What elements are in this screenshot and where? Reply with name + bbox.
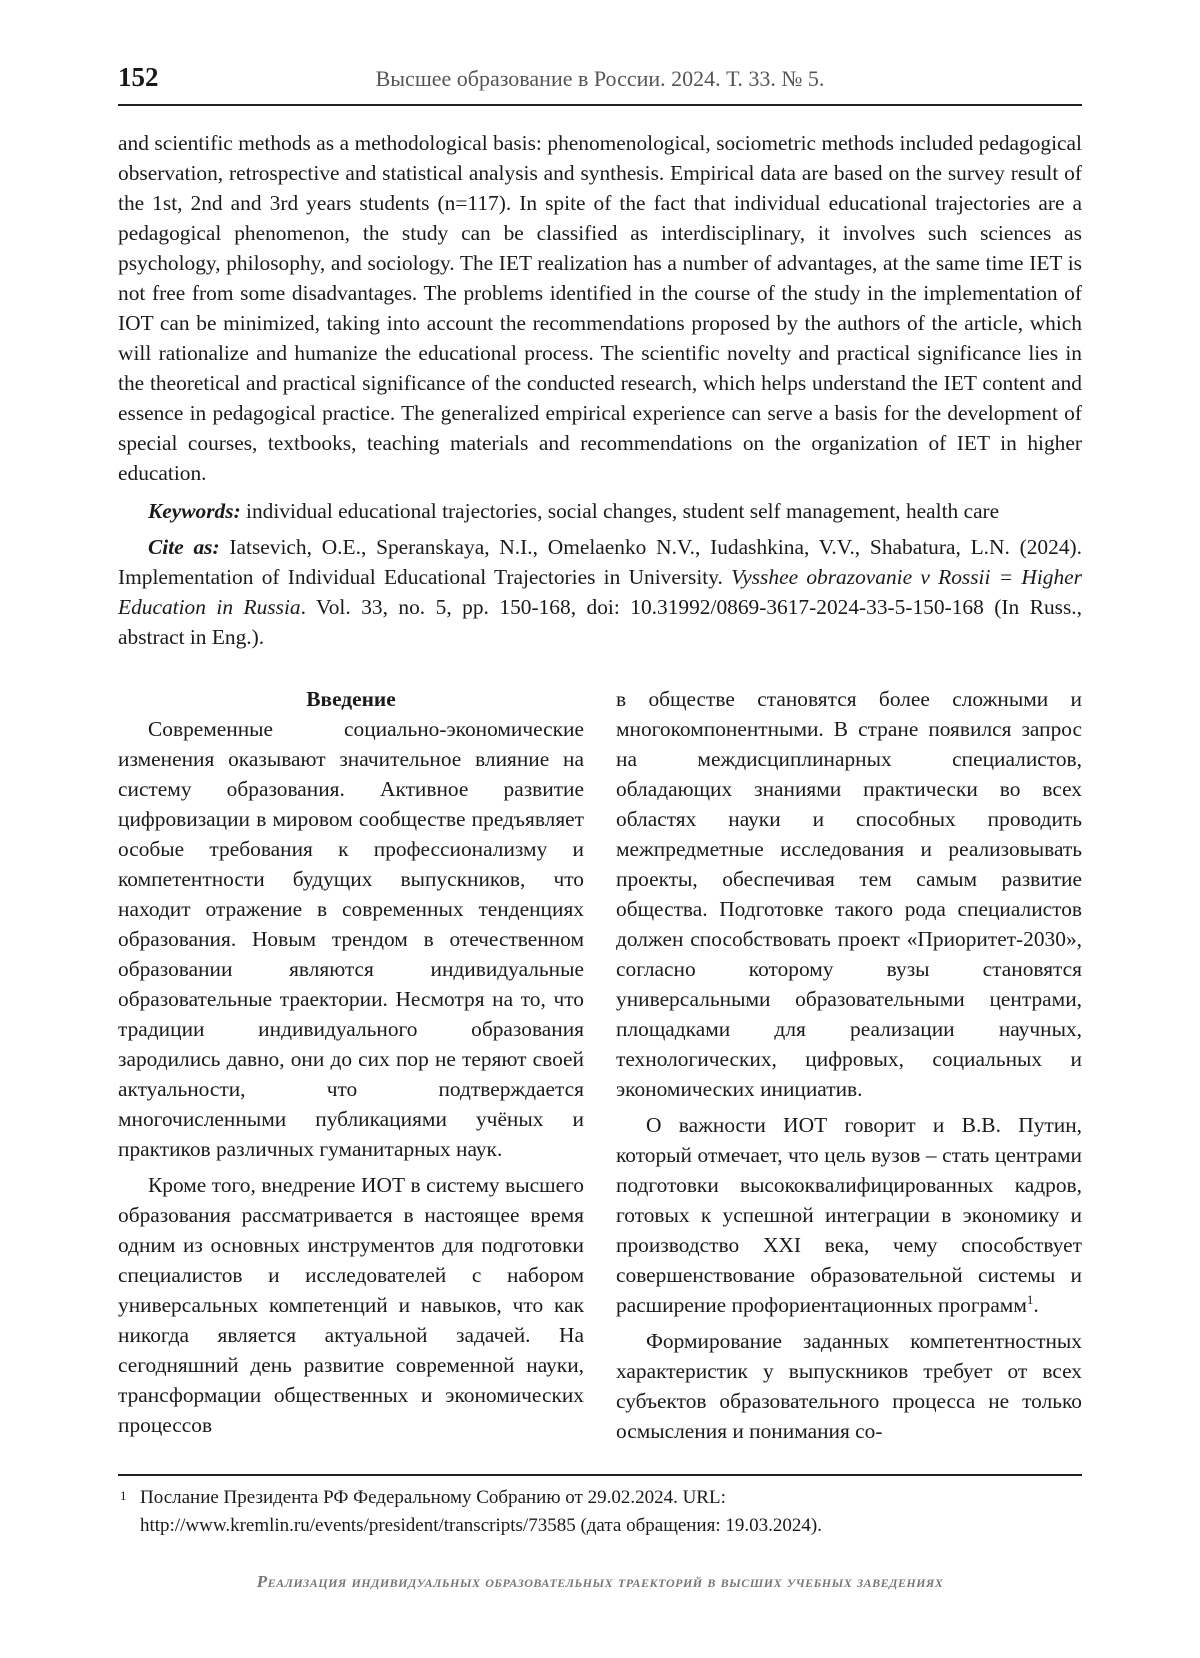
citation (118, 532, 1082, 652)
right-column (616, 684, 1082, 1446)
right-paragraph-2-text: О важности ИОТ говорит и В.В. Путин, который отмечает, что цель вузов – стать центрами подготовки высококвалифицированных кадров, готовых к успешной интеграции в экономику и производство XXI века, чему способствует совершенствование образовательной системы и расширение профориентационных программ (616, 1113, 1082, 1317)
right-paragraph-2 (616, 1110, 1082, 1320)
keywords-text: individual educational trajectories, social changes, student self management, health care (246, 499, 1000, 523)
page-header (118, 62, 1082, 104)
section-title: Введение (306, 687, 396, 711)
header-rule (118, 104, 1082, 106)
right-paragraph-1: в обществе становятся более сложными и многокомпонентными. В стране появился запрос на междисциплинарных специалистов, обладающих знаниями практически во всех областях науки и способных проводить межпредметные исследования и реализовывать проекты, обеспечивая тем самым развитие общества. Подготовке такого рода специалистов должен способствовать проект «Приоритет-2030», согласно которому вузы становятся универсальными образовательными центрами, площадками для реализации научных, технологических, цифровых, социальных и экономических инициатив. (616, 687, 1082, 1101)
citation-label: Cite as: (148, 535, 220, 559)
page-number: 152 (118, 62, 159, 92)
right-paragraph-3: Формирование заданных компетентностных характеристик у выпускников требует от всех субъектов образовательного процесса не только осмысления и понимания со- (616, 1329, 1082, 1443)
citation-authors: Iatsevich, O.E., Speranskaya, N.I., Omelaenko N.V., Iudashkina, V.V., Shabatura, L.N. (2024). Implementation of Individual Educational Trajectories in University. (118, 535, 1082, 589)
running-head: Высшее образование в России. 2024. Т. 33. № 5. (375, 66, 825, 91)
keywords (118, 496, 1082, 526)
footnote (118, 1484, 1082, 1540)
footnote-text: Послание Президента РФ Федеральному Собранию от 29.02.2024. URL: http://www.kremlin.ru/events/president/transcripts/73585 (дата обращения: 19.03.2024). (140, 1487, 822, 1536)
left-paragraph-2: Кроме того, внедрение ИОТ в систему высшего образования рассматривается в настоящее время одним из основных инструментов для подготовки специалистов и исследователей с набором универсальных компетенций и навыков, что как никогда является актуальной задачей. На сегодняшний день развитие современной науки, трансформации общественных и экономических процессов (118, 1173, 584, 1437)
left-column (118, 684, 584, 1440)
abstract-text: and scientific methods as a methodological basis: phenomenological, sociometric methods included pedagogical observation, retrospective and statistical analysis and synthesis. Empirical data are based on the survey result of the 1st, 2nd and 3rd years students (n=117). In spite of the fact that individual educational trajectories are a pedagogical phenomenon, the study can be classified as interdisciplinary, it involves such sciences as psychology, philosophy, and sociology. The IET realization has a number of advantages, at the same time IET is not free from some disadvantages. The problems identified in the course of the study in the implementation of IOT can be minimized, taking into account the recommendations proposed by the authors of the article, which will rationalize and humanize the educational process. The scientific novelty and practical significance lies in the theoretical and practical significance of the conducted research, which helps understand the IET content and essence in pedagogical practice. The generalized empirical experience can serve a basis for the development of special courses, textbooks, teaching materials and recommendations on the organization of IET in higher education. (118, 131, 1082, 485)
abstract (118, 128, 1082, 652)
right-paragraph-2-end: . (1033, 1293, 1039, 1317)
left-paragraph-1: Современные социально-экономические изменения оказывают значительное влияние на систему образования. Активное развитие цифровизации в мировом сообществе предъявляет особые требования к профессионализму и компетентности будущих выпускников, что находит отражение в современных тенденциях образования. Новым трендом в отечественном образовании являются индивидуальные образовательные траектории. Несмотря на то, что традиции индивидуального образования зародились давно, они до сих пор не теряют своей актуальности, что подтверждается многочисленными публикациями учёных и практиков различных гуманитарных наук. (118, 717, 584, 1161)
footnote-mark: 1 (120, 1488, 127, 1503)
body-columns (118, 684, 1082, 1443)
page-footer: Реализация индивидуальных образовательных траекторий в высших учебных заведениях (256, 1572, 944, 1591)
keywords-label: Keywords: (148, 499, 241, 523)
citation-details: . Vol. 33, no. 5, pp. 150-168, doi: 10.31992/0869-3617-2024-33-5-150-168 (In Russ., abstract in Eng.). (118, 595, 1082, 649)
citation-journal: Vysshee obrazovanie v Rossii = Higher Education in Russia (118, 565, 1082, 619)
footnote-rule (118, 1474, 1082, 1476)
footnote-ref[interactable]: 1 (1026, 1291, 1034, 1307)
